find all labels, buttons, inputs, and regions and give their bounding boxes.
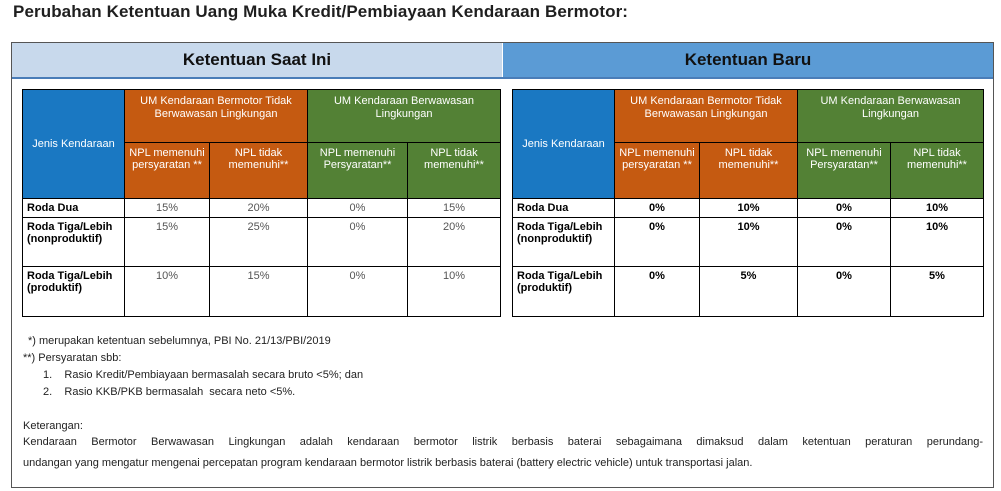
keterangan-label: Keterangan: — [23, 420, 83, 432]
cell-value: 0% — [798, 218, 891, 267]
cell-value: 15% — [125, 199, 210, 218]
sub-npl-memenuhi-green: NPL memenuhi Persyaratan** — [308, 143, 408, 199]
table-row — [513, 199, 984, 218]
cell-value: 25% — [210, 218, 308, 267]
group-orange: UM Kendaraan Bermotor Tidak Berwawasan Lingkungan — [615, 90, 798, 143]
row-label: Roda Dua — [513, 199, 615, 218]
cell-value: 5% — [700, 267, 798, 317]
row-label: Roda Tiga/Lebih (nonproduktif) — [513, 218, 615, 267]
table-row — [23, 267, 501, 317]
row-label: Roda Tiga/Lebih (produktif) — [513, 267, 615, 317]
cell-value: 0% — [615, 218, 700, 267]
cell-value: 0% — [798, 267, 891, 317]
sub-npl-tidak-memenuhi-green: NPL tidak memenuhi** — [891, 143, 984, 199]
cell-value: 10% — [700, 199, 798, 218]
footnote-1: *) merupakan ketentuan sebelumnya, PBI No. 21/13/PBI/2019 — [28, 335, 331, 347]
page-title: Perubahan Ketentuan Uang Muka Kredit/Pembiayaan Kendaraan Bermotor: — [13, 2, 629, 21]
keterangan-section — [23, 420, 983, 469]
col-jenis-kendaraan: Jenis Kendaraan — [23, 90, 125, 199]
cell-value: 0% — [308, 199, 408, 218]
cell-value: 20% — [210, 199, 308, 218]
group-orange: UM Kendaraan Bermotor Tidak Berwawasan Lingkungan — [125, 90, 308, 143]
cell-value: 20% — [408, 218, 501, 267]
footnotes — [23, 333, 363, 401]
cell-value: 0% — [615, 267, 700, 317]
sub-npl-memenuhi: NPL memenuhi persyaratan ** — [615, 143, 700, 199]
cell-value: 0% — [615, 199, 700, 218]
current-provision-table — [22, 89, 501, 317]
group-green: UM Kendaraan Berwawasan Lingkungan — [308, 90, 501, 143]
keterangan-line-1: Kendaraan Bermotor Berwawasan Lingkungan adalah kendaraan bermotor listrik berbasis baterai sebagaimana dimaksud dalam ketentuan peraturan perundang- — [23, 436, 983, 448]
new-provision-table — [512, 89, 984, 317]
cell-value: 10% — [408, 267, 501, 317]
cell-value: 10% — [891, 218, 984, 267]
sub-npl-tidak-memenuhi-green: NPL tidak memenuhi** — [408, 143, 501, 199]
cell-value: 0% — [308, 218, 408, 267]
keterangan-line-2: undangan yang mengatur mengenai percepatan program kendaraan bermotor listrik berbasis baterai (battery electric vehicle) untuk transportasi jalan. — [23, 457, 753, 469]
row-label: Roda Dua — [23, 199, 125, 218]
table-row — [513, 267, 984, 317]
cell-value: 15% — [125, 218, 210, 267]
requirement-1: 1. Rasio Kredit/Pembiayaan bermasalah secara bruto <5%; dan — [43, 369, 364, 381]
new-provision-header: Ketentuan Baru — [503, 43, 993, 77]
header-divider — [12, 77, 993, 79]
cell-value: 15% — [408, 199, 501, 218]
table-row — [513, 218, 984, 267]
cell-value: 10% — [891, 199, 984, 218]
sub-npl-tidak-memenuhi: NPL tidak memenuhi** — [700, 143, 798, 199]
group-green: UM Kendaraan Berwawasan Lingkungan — [798, 90, 984, 143]
requirement-2: 2. Rasio KKB/PKB bermasalah secara neto <5%. — [43, 386, 296, 398]
cell-value: 15% — [210, 267, 308, 317]
sub-npl-memenuhi-green: NPL memenuhi Persyaratan** — [798, 143, 891, 199]
col-jenis-kendaraan: Jenis Kendaraan — [513, 90, 615, 199]
table-row — [23, 218, 501, 267]
cell-value: 10% — [125, 267, 210, 317]
cell-value: 0% — [798, 199, 891, 218]
cell-value: 10% — [700, 218, 798, 267]
cell-value: 0% — [308, 267, 408, 317]
footnote-2: **) Persyaratan sbb: — [23, 352, 122, 364]
sub-npl-memenuhi: NPL memenuhi persyaratan ** — [125, 143, 210, 199]
table-row — [23, 199, 501, 218]
cell-value: 5% — [891, 267, 984, 317]
sub-npl-tidak-memenuhi: NPL tidak memenuhi** — [210, 143, 308, 199]
row-label: Roda Tiga/Lebih (produktif) — [23, 267, 125, 317]
current-provision-header: Ketentuan Saat Ini — [12, 43, 502, 77]
row-label: Roda Tiga/Lebih (nonproduktif) — [23, 218, 125, 267]
